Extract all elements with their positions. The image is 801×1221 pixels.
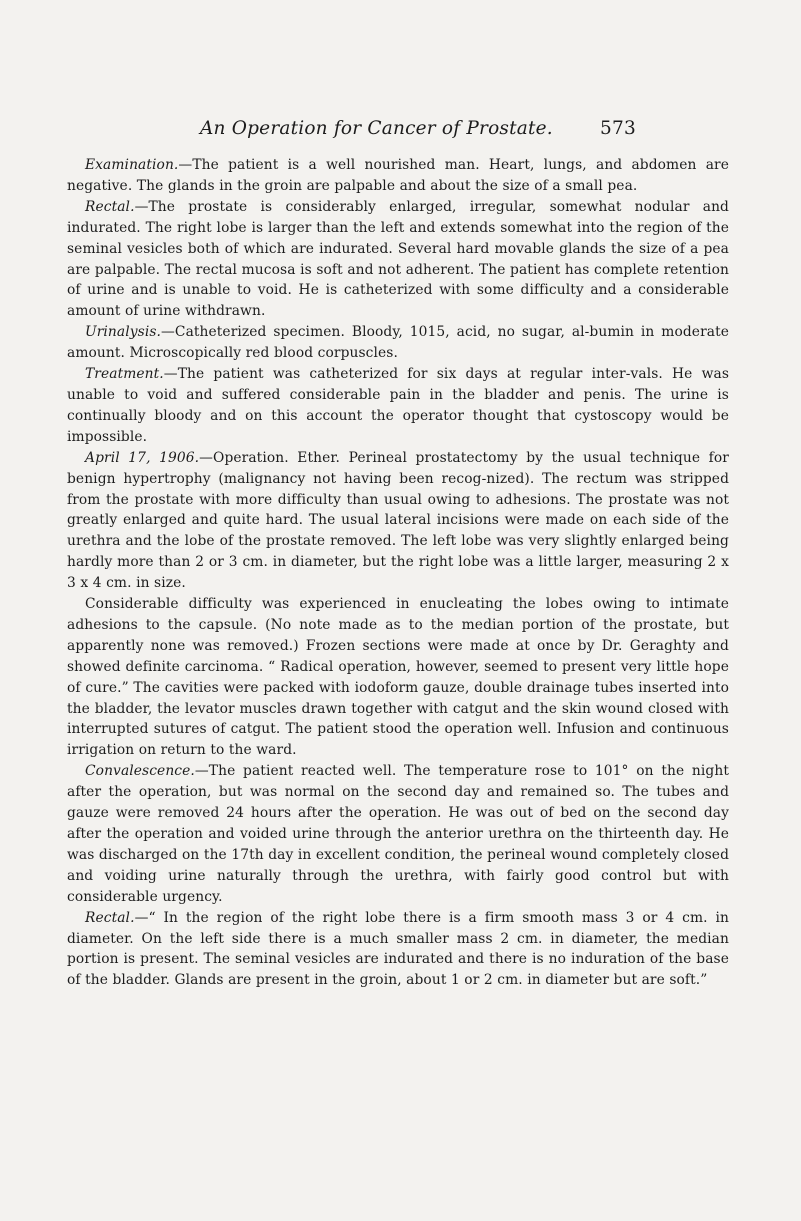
paragraph-lead: Urinalysis. bbox=[85, 324, 162, 341]
paragraph-treatment bbox=[67, 364, 729, 448]
body-text bbox=[67, 155, 729, 991]
paragraph-text: —The patient is a well nourished man. Heart, lungs, and abdomen are negative. The glands in the groin are palpable and about the size of a small pea. bbox=[67, 157, 729, 194]
paragraph-enucleation bbox=[67, 594, 729, 761]
paragraph-text: —“ In the region of the right lobe there is a firm smooth mass 3 or 4 cm. in diameter. On the left side there is a much smaller mass 2 cm. in diameter, the median portion is present. The seminal vesicles are indurated and there is no induration of the base of the bladder. Glands are present in the groin, about 1 or 2 cm. in diameter but are soft.” bbox=[67, 909, 729, 989]
paragraph-text: —Operation. Ether. Perineal prostatectomy by the usual technique for benign hypertrophy (malignancy not having been recog-nized). The rectum was stripped from the prostate with more difficulty than usual owing to adhesions. The prostate was not greatly enlarged and quite hard. The usual lateral incisions were made on each side of the urethra and the lobe of the prostate removed. The left lobe was very slightly enlarged being hardly more than 2 or 3 cm. in diameter, but the right lobe was a little larger, measuring 2 x 3 x 4 cm. in size. bbox=[67, 449, 729, 592]
running-head-title: An Operation for Cancer of Prostate. bbox=[200, 118, 553, 139]
paragraph-rectal bbox=[67, 197, 729, 322]
paragraph-text: —The patient was catheterized for six days at regular inter-vals. He was unable to void and suffered considerable pain in the bladder and penis. The urine is continually bloody and on this account the operator thought that cystoscopy would be impossible. bbox=[67, 366, 729, 445]
paragraph-text: Considerable difficulty was experienced in enucleating the lobes owing to intimate adhesions to the capsule. (No note made as to the median portion of the prostate, but apparently none was removed.) Frozen sections were made at once by Dr. Geraghty and showed definite carcinoma. “ Radical operation, however, seemed to present very little hope of cure.” The cavities were packed with iodoform gauze, double drainage tubes inserted into the bladder, the levator muscles drawn together with catgut and the skin wound closed with interrupted sutures of catgut. The patient stood the operation well. Infusion and continuous irrigation on return to the ward. bbox=[67, 596, 729, 759]
paragraph-examination bbox=[67, 155, 729, 197]
paragraph-text: —Catheterized specimen. Bloody, 1015, acid, no sugar, al-bumin in moderate amount. Microscopically red blood corpuscles. bbox=[67, 324, 729, 362]
paragraph-operation-date bbox=[67, 448, 729, 594]
paragraph-rectal-followup bbox=[67, 908, 729, 992]
page-number: 573 bbox=[600, 118, 636, 139]
paragraph-text: —The patient reacted well. The temperature rose to 101° on the night after the operation, but was normal on the second day and remained so. The tubes and gauze were removed 24 hours after the operation. He was out of bed on the second day after the operation and voided urine through the anterior urethra on the thirteenth day. He was discharged on the 17th day in excellent condition, the perineal wound completely closed and voiding urine naturally through the urethra, with fairly good control but with considerable urgency. bbox=[67, 763, 729, 905]
paragraph-lead: Examination. bbox=[85, 157, 179, 173]
paragraph-text: —The prostate is considerably enlarged, irregular, somewhat nodular and indurated. The right lobe is larger than the left and extends somewhat into the region of the seminal vesicles both of which are indurated. Several hard movable glands the size of a pea are palpable. The rectal mucosa is soft and not adherent. The patient has complete retention of urine and is unable to void. He is catheterized with some difficulty and a considerable amount of urine withdrawn. bbox=[67, 198, 729, 320]
paragraph-urinalysis bbox=[67, 322, 729, 364]
paragraph-lead: Convalescence. bbox=[85, 763, 195, 780]
paragraph-lead: April 17, 1906. bbox=[85, 449, 200, 466]
paragraph-lead: Rectal. bbox=[85, 198, 135, 215]
paragraph-lead: Treatment. bbox=[85, 366, 164, 383]
running-head bbox=[0, 118, 801, 142]
paragraph-lead: Rectal. bbox=[85, 909, 135, 926]
paragraph-convalescence bbox=[67, 761, 729, 907]
